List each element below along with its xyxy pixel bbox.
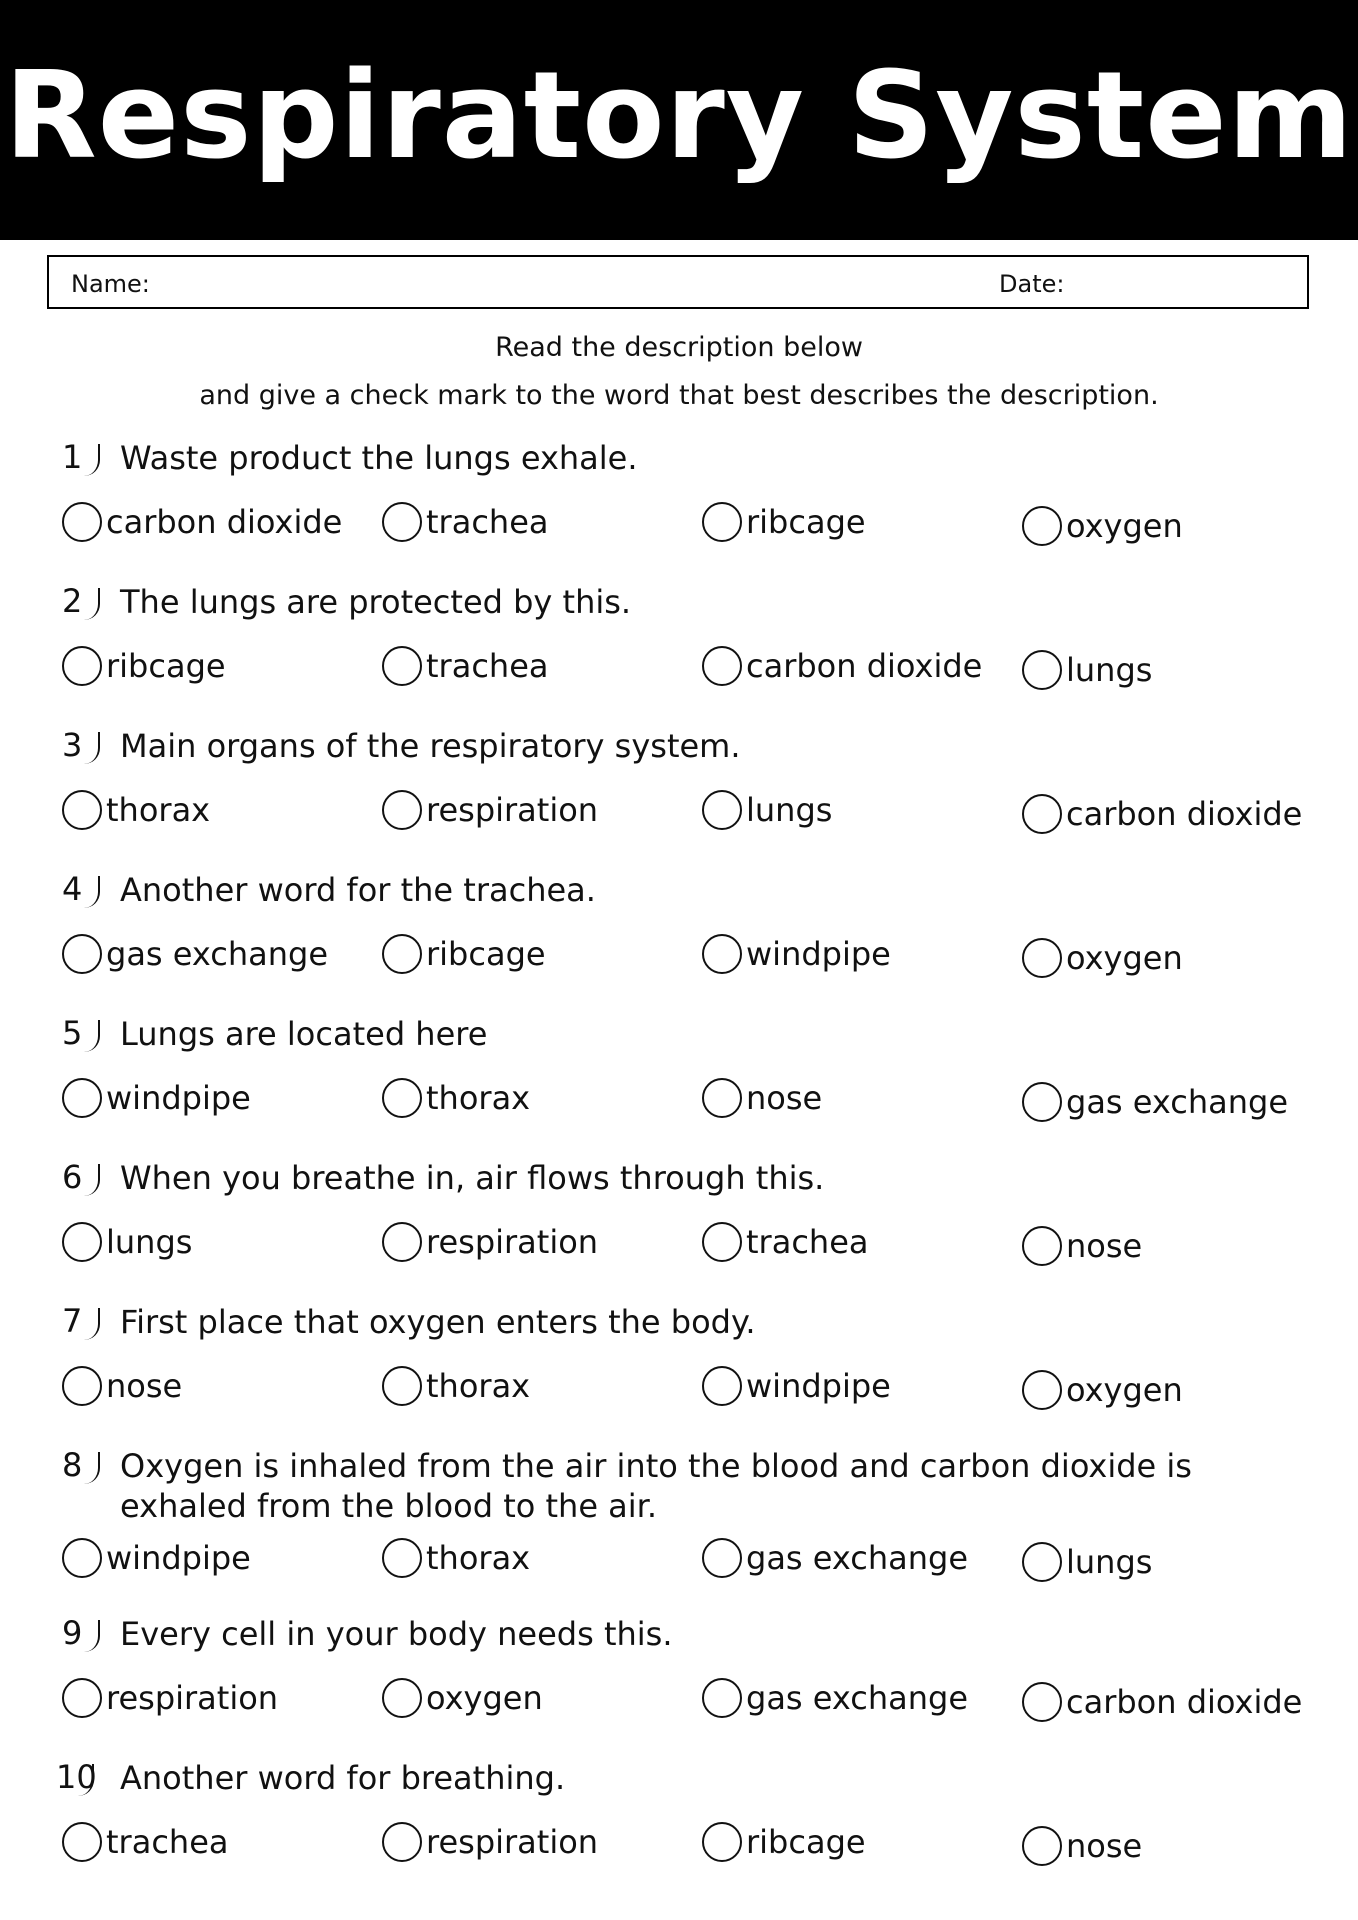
question-number: 2: [62, 582, 114, 620]
answer-option[interactable]: [702, 1822, 866, 1862]
option-label: lungs: [1066, 1543, 1153, 1581]
instruction-line-2: and give a check mark to the word that best describes the description.: [199, 380, 1159, 411]
radio-circle-icon[interactable]: [1022, 1542, 1062, 1582]
answer-option[interactable]: [62, 1538, 251, 1578]
question-text: Main organs of the respiratory system.: [120, 727, 741, 765]
option-label: nose: [1066, 1827, 1143, 1865]
answer-option[interactable]: [1022, 1682, 1302, 1722]
answer-options: [0, 1222, 1358, 1272]
answer-option[interactable]: [1022, 1826, 1142, 1866]
question-text: First place that oxygen enters the body.: [120, 1303, 756, 1341]
radio-circle-icon[interactable]: [62, 502, 102, 542]
page-title: Respiratory System: [4, 47, 1354, 186]
answer-options: [0, 1822, 1358, 1872]
answer-options: [0, 1078, 1358, 1128]
answer-option[interactable]: [702, 1078, 822, 1118]
option-label: nose: [106, 1367, 183, 1405]
answer-option[interactable]: [702, 1538, 968, 1578]
option-label: nose: [746, 1079, 823, 1117]
radio-circle-icon[interactable]: [702, 1222, 742, 1262]
answer-options: [0, 934, 1358, 984]
title-banner: [0, 0, 1358, 240]
option-label: lungs: [746, 791, 833, 829]
answer-option[interactable]: [382, 1078, 530, 1118]
radio-circle-icon[interactable]: [702, 1678, 742, 1718]
option-label: oxygen: [1066, 939, 1183, 977]
question-9: [0, 1614, 1358, 1754]
question-text: When you breathe in, air flows through this.: [120, 1159, 825, 1197]
answer-option[interactable]: [382, 1822, 598, 1862]
answer-options: [0, 1678, 1358, 1728]
option-label: ribcage: [746, 1823, 866, 1861]
question-2: [0, 582, 1358, 722]
radio-circle-icon[interactable]: [62, 934, 102, 974]
radio-circle-icon[interactable]: [382, 1366, 422, 1406]
radio-circle-icon[interactable]: [382, 1538, 422, 1578]
radio-circle-icon[interactable]: [702, 934, 742, 974]
radio-circle-icon[interactable]: [62, 1222, 102, 1262]
option-label: gas exchange: [746, 1679, 969, 1717]
option-label: windpipe: [106, 1079, 251, 1117]
answer-options: [0, 646, 1358, 696]
name-label: Name:: [71, 270, 150, 298]
option-label: ribcage: [746, 503, 866, 541]
question-number: 1: [62, 438, 114, 476]
option-label: oxygen: [1066, 507, 1183, 545]
radio-circle-icon[interactable]: [702, 1078, 742, 1118]
option-label: respiration: [106, 1679, 279, 1717]
option-label: lungs: [106, 1223, 193, 1261]
question-10: [0, 1758, 1358, 1898]
option-label: windpipe: [106, 1539, 251, 1577]
radio-circle-icon[interactable]: [382, 646, 422, 686]
answer-option[interactable]: [382, 934, 546, 974]
answer-option[interactable]: [382, 1366, 530, 1406]
option-label: thorax: [426, 1539, 531, 1577]
radio-circle-icon[interactable]: [702, 1366, 742, 1406]
question-number: 8: [62, 1446, 114, 1484]
radio-circle-icon[interactable]: [1022, 938, 1062, 978]
radio-circle-icon[interactable]: [702, 1538, 742, 1578]
answer-option[interactable]: [1022, 1226, 1142, 1266]
answer-option[interactable]: [702, 1678, 968, 1718]
answer-option[interactable]: [1022, 650, 1152, 690]
radio-circle-icon[interactable]: [702, 790, 742, 830]
answer-option[interactable]: [62, 502, 342, 542]
option-label: nose: [1066, 1227, 1143, 1265]
radio-circle-icon[interactable]: [702, 502, 742, 542]
option-label: thorax: [106, 791, 211, 829]
answer-option[interactable]: [702, 934, 891, 974]
option-label: trachea: [426, 647, 549, 685]
radio-circle-icon[interactable]: [382, 1078, 422, 1118]
answer-option[interactable]: [62, 790, 210, 830]
radio-circle-icon[interactable]: [1022, 1370, 1062, 1410]
option-label: gas exchange: [746, 1539, 969, 1577]
question-number: 4: [62, 870, 114, 908]
radio-circle-icon[interactable]: [62, 1678, 102, 1718]
question-1: [0, 438, 1358, 578]
answer-option[interactable]: [1022, 1542, 1152, 1582]
answer-options: [0, 1366, 1358, 1416]
question-number: 5: [62, 1014, 114, 1052]
radio-circle-icon[interactable]: [382, 934, 422, 974]
answer-option[interactable]: [382, 1538, 530, 1578]
question-7: [0, 1302, 1358, 1442]
answer-option[interactable]: [62, 1822, 228, 1862]
option-label: ribcage: [106, 647, 226, 685]
option-label: carbon dioxide: [106, 503, 343, 541]
answer-option[interactable]: [702, 790, 832, 830]
option-label: oxygen: [1066, 1371, 1183, 1409]
answer-option[interactable]: [1022, 506, 1183, 546]
answer-option[interactable]: [382, 1222, 598, 1262]
answer-option[interactable]: [1022, 794, 1302, 834]
instruction-line-1: Read the description below: [495, 332, 863, 363]
date-label: Date:: [999, 270, 1065, 298]
radio-circle-icon[interactable]: [702, 1822, 742, 1862]
answer-option[interactable]: [1022, 1082, 1288, 1122]
option-label: ribcage: [426, 935, 546, 973]
answer-option[interactable]: [62, 1366, 182, 1406]
radio-circle-icon[interactable]: [1022, 1826, 1062, 1866]
answer-option[interactable]: [62, 934, 328, 974]
answer-option[interactable]: [702, 1222, 868, 1262]
option-label: respiration: [426, 1223, 599, 1261]
question-text: Waste product the lungs exhale.: [120, 439, 638, 477]
answer-option[interactable]: [382, 790, 598, 830]
option-label: windpipe: [746, 1367, 891, 1405]
answer-option[interactable]: [62, 1222, 192, 1262]
question-text: The lungs are protected by this.: [120, 583, 632, 621]
answer-option[interactable]: [702, 502, 866, 542]
answer-option[interactable]: [62, 646, 226, 686]
question-text: Lungs are located here: [120, 1015, 488, 1053]
option-label: trachea: [746, 1223, 869, 1261]
radio-circle-icon[interactable]: [62, 1078, 102, 1118]
question-number: 7: [62, 1302, 114, 1340]
option-label: oxygen: [426, 1679, 543, 1717]
question-8: [0, 1446, 1358, 1616]
answer-option[interactable]: [382, 646, 548, 686]
radio-circle-icon[interactable]: [382, 790, 422, 830]
name-date-box: [47, 255, 1309, 309]
radio-circle-icon[interactable]: [1022, 1226, 1062, 1266]
option-label: carbon dioxide: [1066, 1683, 1303, 1721]
radio-circle-icon[interactable]: [382, 1222, 422, 1262]
answer-option[interactable]: [62, 1078, 251, 1118]
radio-circle-icon[interactable]: [702, 646, 742, 686]
radio-circle-icon[interactable]: [1022, 1682, 1062, 1722]
answer-options: [0, 790, 1358, 840]
question-4: [0, 870, 1358, 1010]
question-text: Another word for breathing.: [120, 1759, 566, 1797]
radio-circle-icon[interactable]: [62, 1366, 102, 1406]
radio-circle-icon[interactable]: [1022, 506, 1062, 546]
question-3: [0, 726, 1358, 866]
answer-options: [0, 502, 1358, 552]
question-text: Every cell in your body needs this.: [120, 1615, 673, 1653]
answer-option[interactable]: [62, 1678, 278, 1718]
question-text: Oxygen is inhaled from the air into the blood and carbon dioxide is exhaled from the blood to the air.: [120, 1447, 1192, 1525]
answer-option[interactable]: [1022, 1370, 1183, 1410]
answer-option[interactable]: [702, 1366, 891, 1406]
radio-circle-icon[interactable]: [62, 790, 102, 830]
option-label: thorax: [426, 1079, 531, 1117]
option-label: gas exchange: [1066, 1083, 1289, 1121]
radio-circle-icon[interactable]: [1022, 650, 1062, 690]
option-label: gas exchange: [106, 935, 329, 973]
answer-option[interactable]: [1022, 938, 1183, 978]
option-label: respiration: [426, 791, 599, 829]
option-label: carbon dioxide: [1066, 795, 1303, 833]
option-label: trachea: [106, 1823, 229, 1861]
answer-options: [0, 1538, 1358, 1588]
option-label: lungs: [1066, 651, 1153, 689]
radio-circle-icon[interactable]: [382, 1678, 422, 1718]
option-label: carbon dioxide: [746, 647, 983, 685]
question-5: [0, 1014, 1358, 1154]
radio-circle-icon[interactable]: [382, 502, 422, 542]
answer-option[interactable]: [382, 502, 548, 542]
answer-option[interactable]: [382, 1678, 543, 1718]
question-text: Another word for the trachea.: [120, 871, 596, 909]
question-6: [0, 1158, 1358, 1298]
option-label: thorax: [426, 1367, 531, 1405]
radio-circle-icon[interactable]: [62, 1822, 102, 1862]
radio-circle-icon[interactable]: [62, 646, 102, 686]
question-number: 10: [56, 1758, 108, 1796]
option-label: trachea: [426, 503, 549, 541]
option-label: respiration: [426, 1823, 599, 1861]
question-number: 6: [62, 1158, 114, 1196]
radio-circle-icon[interactable]: [382, 1822, 422, 1862]
radio-circle-icon[interactable]: [1022, 794, 1062, 834]
question-number: 3: [62, 726, 114, 764]
option-label: windpipe: [746, 935, 891, 973]
radio-circle-icon[interactable]: [62, 1538, 102, 1578]
radio-circle-icon[interactable]: [1022, 1082, 1062, 1122]
question-number: 9: [62, 1614, 114, 1652]
answer-option[interactable]: [702, 646, 982, 686]
